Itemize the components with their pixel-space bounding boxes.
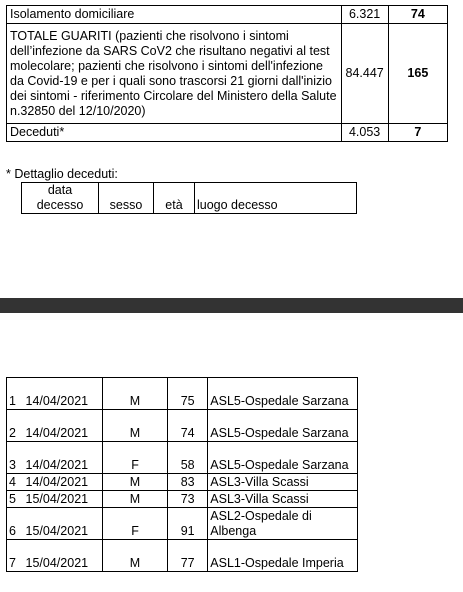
- row-value2-deceduti: 7: [388, 124, 447, 142]
- cell-place: ASL3-Villa Scassi: [208, 491, 358, 508]
- cell-number: 1: [7, 378, 24, 410]
- row-label-guariti: TOTALE GUARITI (pazienti che risolvono i sintomi dell’infezione da SARS CoV2 che risultano negativi al test molecolare; pazienti che risolvono i sintomi dell'infezione da Covid-19 e per i quali sono trascorsi 21 giorni dall'inizio dei sintomi - riferimento Circolare del Ministero della Salute n.32850 del 12/10/2020): [7, 24, 342, 124]
- cell-number: 6: [7, 508, 24, 540]
- cell-sex: F: [103, 508, 168, 540]
- cell-date: 14/04/2021: [24, 410, 103, 442]
- cell-number: 3: [7, 442, 24, 474]
- table-row: [7, 442, 358, 474]
- cell-place: ASL5-Ospedale Sarzana: [208, 442, 358, 474]
- cell-place: ASL5-Ospedale Sarzana: [208, 410, 358, 442]
- deaths-header-table: [21, 182, 357, 214]
- cell-sex: M: [103, 491, 168, 508]
- cell-place: ASL3-Villa Scassi: [208, 474, 358, 491]
- summary-table: [6, 5, 448, 142]
- cell-date: 15/04/2021: [24, 491, 103, 508]
- header-date: data decesso: [22, 183, 99, 214]
- table-row: [7, 24, 448, 124]
- table-row: [7, 6, 448, 24]
- table-row: [7, 491, 358, 508]
- header-age: età: [154, 183, 195, 214]
- cell-age: 58: [168, 442, 208, 474]
- row-label-isolamento: Isolamento domiciliare: [7, 6, 342, 24]
- cell-sex: M: [103, 540, 168, 572]
- cell-number: 7: [7, 540, 24, 572]
- cell-sex: F: [103, 442, 168, 474]
- cell-number: 5: [7, 491, 24, 508]
- cell-number: 4: [7, 474, 24, 491]
- cell-sex: M: [103, 378, 168, 410]
- row-value-guariti: 84.447: [341, 24, 388, 124]
- cell-date: 14/04/2021: [24, 474, 103, 491]
- table-row: [7, 410, 358, 442]
- row-value2-isolamento: 74: [388, 6, 447, 24]
- row-label-deceduti: Deceduti*: [7, 124, 342, 142]
- deaths-table: [6, 377, 358, 572]
- cell-age: 83: [168, 474, 208, 491]
- table-row: [7, 378, 358, 410]
- cell-age: 73: [168, 491, 208, 508]
- cell-date: 15/04/2021: [24, 540, 103, 572]
- row-value2-guariti: 165: [388, 24, 447, 124]
- table-row: [7, 540, 358, 572]
- table-row: [7, 124, 448, 142]
- cell-place: ASL1-Ospedale Imperia: [208, 540, 358, 572]
- header-sex: sesso: [99, 183, 154, 214]
- cell-age: 74: [168, 410, 208, 442]
- deaths-detail-title: * Dettaglio deceduti:: [6, 167, 118, 181]
- cell-age: 91: [168, 508, 208, 540]
- page-divider-band: [0, 298, 463, 313]
- header-row: [22, 183, 357, 214]
- cell-number: 2: [7, 410, 24, 442]
- row-value-isolamento: 6.321: [341, 6, 388, 24]
- row-value-deceduti: 4.053: [341, 124, 388, 142]
- cell-date: 15/04/2021: [24, 508, 103, 540]
- cell-place: ASL2-Ospedale di Albenga: [208, 508, 358, 540]
- cell-date: 14/04/2021: [24, 378, 103, 410]
- table-row: [7, 508, 358, 540]
- cell-place: ASL5-Ospedale Sarzana: [208, 378, 358, 410]
- cell-sex: M: [103, 474, 168, 491]
- cell-age: 77: [168, 540, 208, 572]
- cell-sex: M: [103, 410, 168, 442]
- table-row: [7, 474, 358, 491]
- cell-date: 14/04/2021: [24, 442, 103, 474]
- header-place: luogo decesso: [195, 183, 357, 214]
- cell-age: 75: [168, 378, 208, 410]
